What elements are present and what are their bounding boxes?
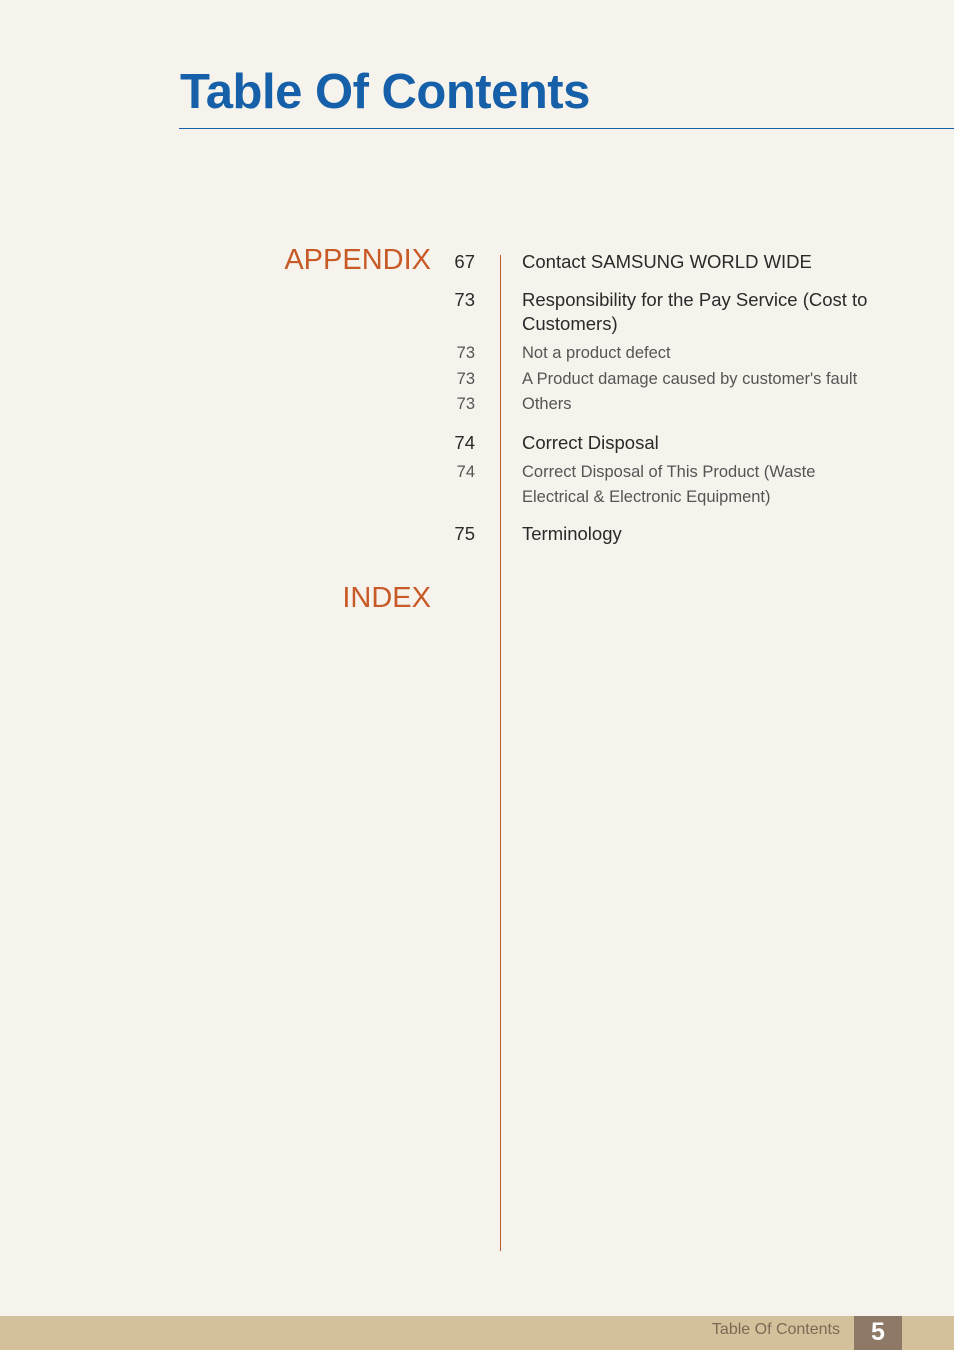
section-heading-appendix: APPENDIX (284, 244, 431, 276)
toc-entry-title: Correct Disposal of This Product (Waste Electrical & Electronic Equipment) (522, 463, 816, 506)
section-heading-index: INDEX (342, 582, 431, 614)
footer-label: Table Of Contents (711, 1321, 840, 1338)
page-number-badge: 5 (854, 1316, 902, 1350)
toc-page-number: 73 (454, 289, 475, 310)
title-divider (179, 128, 954, 129)
column-divider (500, 255, 501, 1251)
toc-entry-title: Others (522, 395, 572, 413)
toc-entry-title: Correct Disposal (522, 432, 659, 453)
toc-entry-title: Contact SAMSUNG WORLD WIDE (522, 251, 812, 272)
toc-page-number: 67 (454, 251, 475, 272)
toc-entry-title: Responsibility for the Pay Service (Cost to Customers) (522, 289, 868, 334)
toc-page-number: 75 (454, 523, 475, 544)
toc-page-number: 74 (456, 463, 475, 481)
toc-entry-title: Terminology (522, 523, 622, 544)
toc-page-number: 73 (456, 370, 475, 388)
toc-entry-title: A Product damage caused by customer's fault (522, 370, 858, 388)
toc-page-number: 74 (454, 432, 475, 453)
page-title: Table Of Contents (180, 65, 590, 119)
toc-page-number: 73 (456, 344, 475, 362)
toc-entry-title: Not a product defect (522, 344, 671, 362)
toc-page-number: 73 (456, 395, 475, 413)
